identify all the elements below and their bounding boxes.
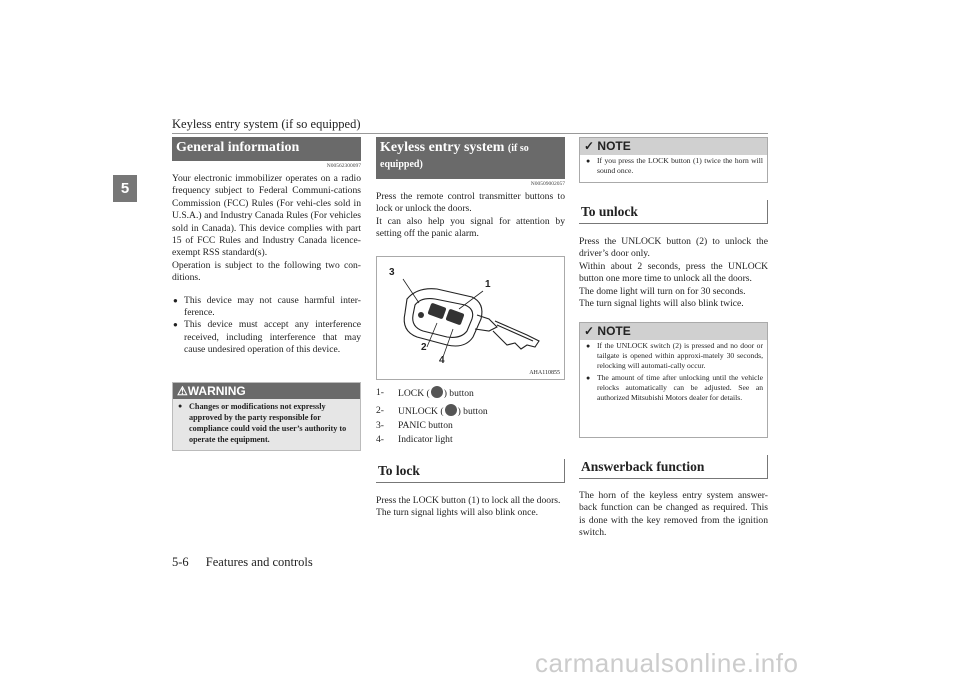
heading-general-information — [172, 137, 361, 161]
heading-text: To lock — [378, 463, 420, 478]
note-item: ● If you press the LOCK button (1) twice the horn will sound once. — [580, 155, 767, 177]
paragraph: The turn signal lights will also blink twice. — [579, 298, 744, 310]
figure-code: AHA110855 — [529, 370, 560, 376]
figure-callout: 3 — [389, 267, 395, 278]
paragraph: The turn signal lights will also blink once. — [376, 507, 539, 519]
heading-small: (if so — [507, 143, 529, 154]
note-header — [580, 138, 767, 155]
figure-callout: 1 — [485, 279, 491, 290]
heading-small: equipped) — [380, 159, 423, 170]
legend-text: ) button — [443, 388, 474, 399]
heading-text: Answerback function — [581, 459, 705, 474]
paragraph: Operation is subject to the following two con-ditions. — [172, 259, 361, 284]
to-lock-body — [376, 495, 565, 520]
key-fob-figure — [376, 256, 565, 380]
note-item: ● If the UNLOCK switch (2) is pressed and no door or tailgate is opened within approxi-mately 30 seconds, relocking will automati-cally occur. — [580, 340, 767, 372]
note-icon: ✓ — [584, 324, 595, 338]
paragraph: Within about 2 seconds, press the UNLOCK button one more time to unlock all the doors. — [579, 260, 768, 285]
section-code: N00562300097 — [326, 163, 361, 169]
warning-text: ● Changes or modifications not expressly approved by the party responsible for compliance could void the user’s authority to operate the equipment. — [173, 399, 360, 449]
page-footer — [172, 555, 313, 570]
answerback-body — [579, 490, 768, 540]
footer-section: Features and controls — [205, 555, 313, 569]
legend-text: ) button — [457, 406, 488, 417]
legend-text: UNLOCK ( — [398, 406, 444, 417]
paragraph: Your electronic immobilizer operates on a radio frequency subject to Federal Communi-cations Commission (FCC) Rules (For vehi-cles sold in U.S.A.) and Industry Canada Rules (For vehicles sold in Canada). This device complies with part 15 of FCC Rules and Industry Canada licence-exempt RSS standard(s). — [172, 173, 361, 259]
header-rule — [172, 133, 768, 134]
legend-text: Indicator light — [398, 434, 453, 445]
note-icon: ✓ — [584, 139, 595, 153]
chapter-tab: 5 — [113, 175, 137, 202]
warning-header — [173, 383, 360, 399]
warning-icon: ⚠ — [177, 384, 188, 398]
heading-answerback — [579, 455, 768, 479]
general-info-body — [172, 173, 361, 357]
figure-callout: 4 — [439, 355, 445, 366]
warning-box — [172, 382, 361, 451]
note-box — [579, 322, 768, 438]
legend-item — [376, 386, 565, 401]
page-header-title: Keyless entry system (if so equipped) — [172, 117, 361, 131]
legend-number: 1- — [376, 387, 384, 398]
paragraph: Press the UNLOCK button (2) to unlock the driver’s door only. — [579, 236, 768, 260]
heading-to-unlock — [579, 200, 768, 224]
paragraph: Press the LOCK button (1) to lock all the doors. — [376, 495, 561, 506]
paragraph: It can also help you signal for attention by setting off the panic alarm. — [376, 215, 565, 240]
legend-text: PANIC button — [398, 420, 453, 431]
warning-label: WARNING — [187, 384, 246, 398]
note-header — [580, 323, 767, 340]
bullet-item: ● This device may not cause harmful inter-ference. — [172, 295, 361, 320]
legend-number: 2- — [376, 405, 384, 416]
paragraph: The horn of the keyless entry system answer-back function can be changed as required. This is done with the key removed from the ignition switch. — [579, 490, 768, 539]
legend-item — [376, 419, 565, 433]
paragraph: The dome light will turn on for 30 seconds. — [579, 285, 746, 297]
watermark: carmanualsonline.info — [535, 648, 799, 678]
note-label: NOTE — [597, 139, 631, 153]
legend-item — [376, 404, 565, 419]
heading-text: General information — [176, 140, 300, 155]
legend-item — [376, 433, 565, 447]
figure-callout: 2 — [421, 342, 427, 353]
unlock-icon — [445, 404, 457, 416]
page-number: 5-6 — [172, 555, 189, 569]
paragraph: Press the remote control transmitter buttons to lock or unlock the doors. — [376, 191, 565, 215]
to-unlock-body — [579, 236, 768, 310]
heading-text: Keyless entry system — [380, 140, 505, 155]
legend-number: 3- — [376, 420, 384, 431]
legend-text: LOCK ( — [398, 388, 430, 399]
heading-to-lock — [376, 459, 565, 483]
heading-text: To unlock — [581, 204, 638, 219]
key-fob-illustration — [377, 257, 564, 379]
bullet-item: ● This device must accept any interference received, including interference that may cause undesired operation of this device. — [172, 319, 361, 356]
keyless-body — [376, 191, 565, 241]
note-box — [579, 137, 768, 183]
figure-legend — [376, 386, 565, 447]
heading-keyless-entry — [376, 137, 565, 179]
lock-icon — [431, 386, 443, 398]
note-label: NOTE — [597, 324, 631, 338]
note-item: ● The amount of time after unlocking until the vehicle relocks automatically can be adjusted. See an authorized Mitsubishi Motors dealer for details. — [580, 372, 767, 404]
section-code: N00509002057 — [530, 181, 565, 187]
legend-number: 4- — [376, 434, 384, 445]
